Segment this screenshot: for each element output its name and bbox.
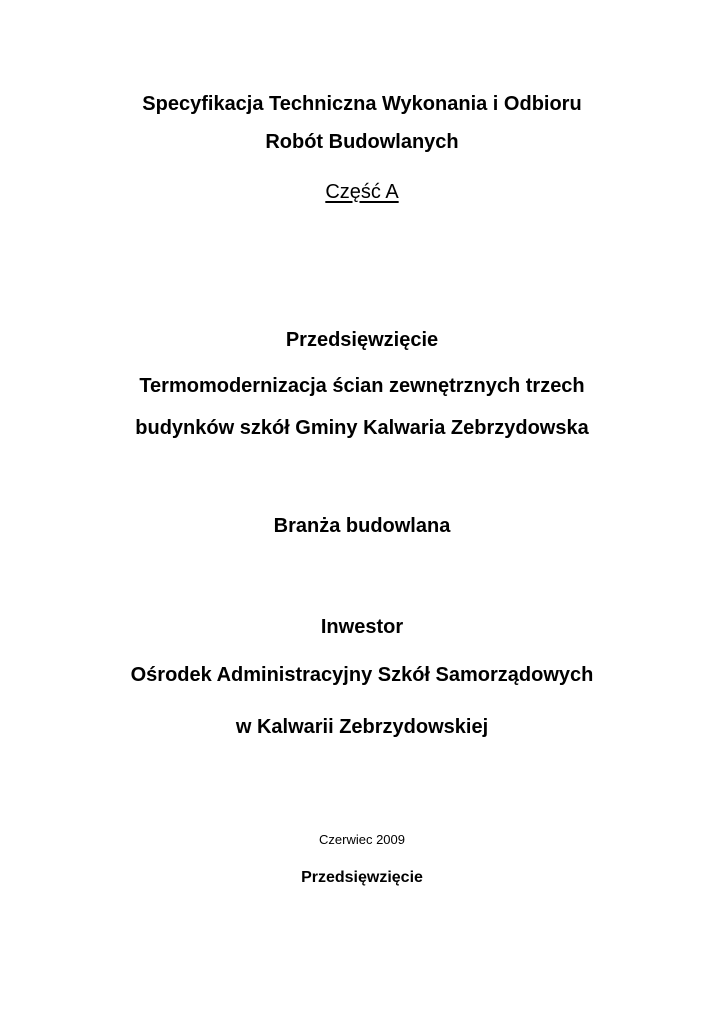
project-name-line-2: budynków szkół Gminy Kalwaria Zebrzydowska: [135, 417, 589, 439]
investor-heading: Inwestor: [320, 616, 404, 638]
discipline-label: Branża budowlana: [273, 515, 451, 537]
document-date: Czerwiec 2009: [319, 832, 405, 847]
investor-name-line-1: Ośrodek Administracyjny Szkół Samorządowych: [130, 664, 594, 686]
footer-heading: Przedsięwzięcie: [301, 869, 423, 886]
document-title-line-1: Specyfikacja Techniczna Wykonania i Odbioru: [142, 93, 582, 115]
investor-name-line-2: w Kalwarii Zebrzydowskiej: [235, 716, 489, 738]
project-heading: Przedsięwzięcie: [285, 329, 439, 351]
project-name-line-1: Termomodernizacja ścian zewnętrznych trzech: [139, 375, 585, 397]
document-title-line-2: Robót Budowlanych: [265, 131, 459, 153]
document-part-label: Część A: [325, 181, 399, 203]
